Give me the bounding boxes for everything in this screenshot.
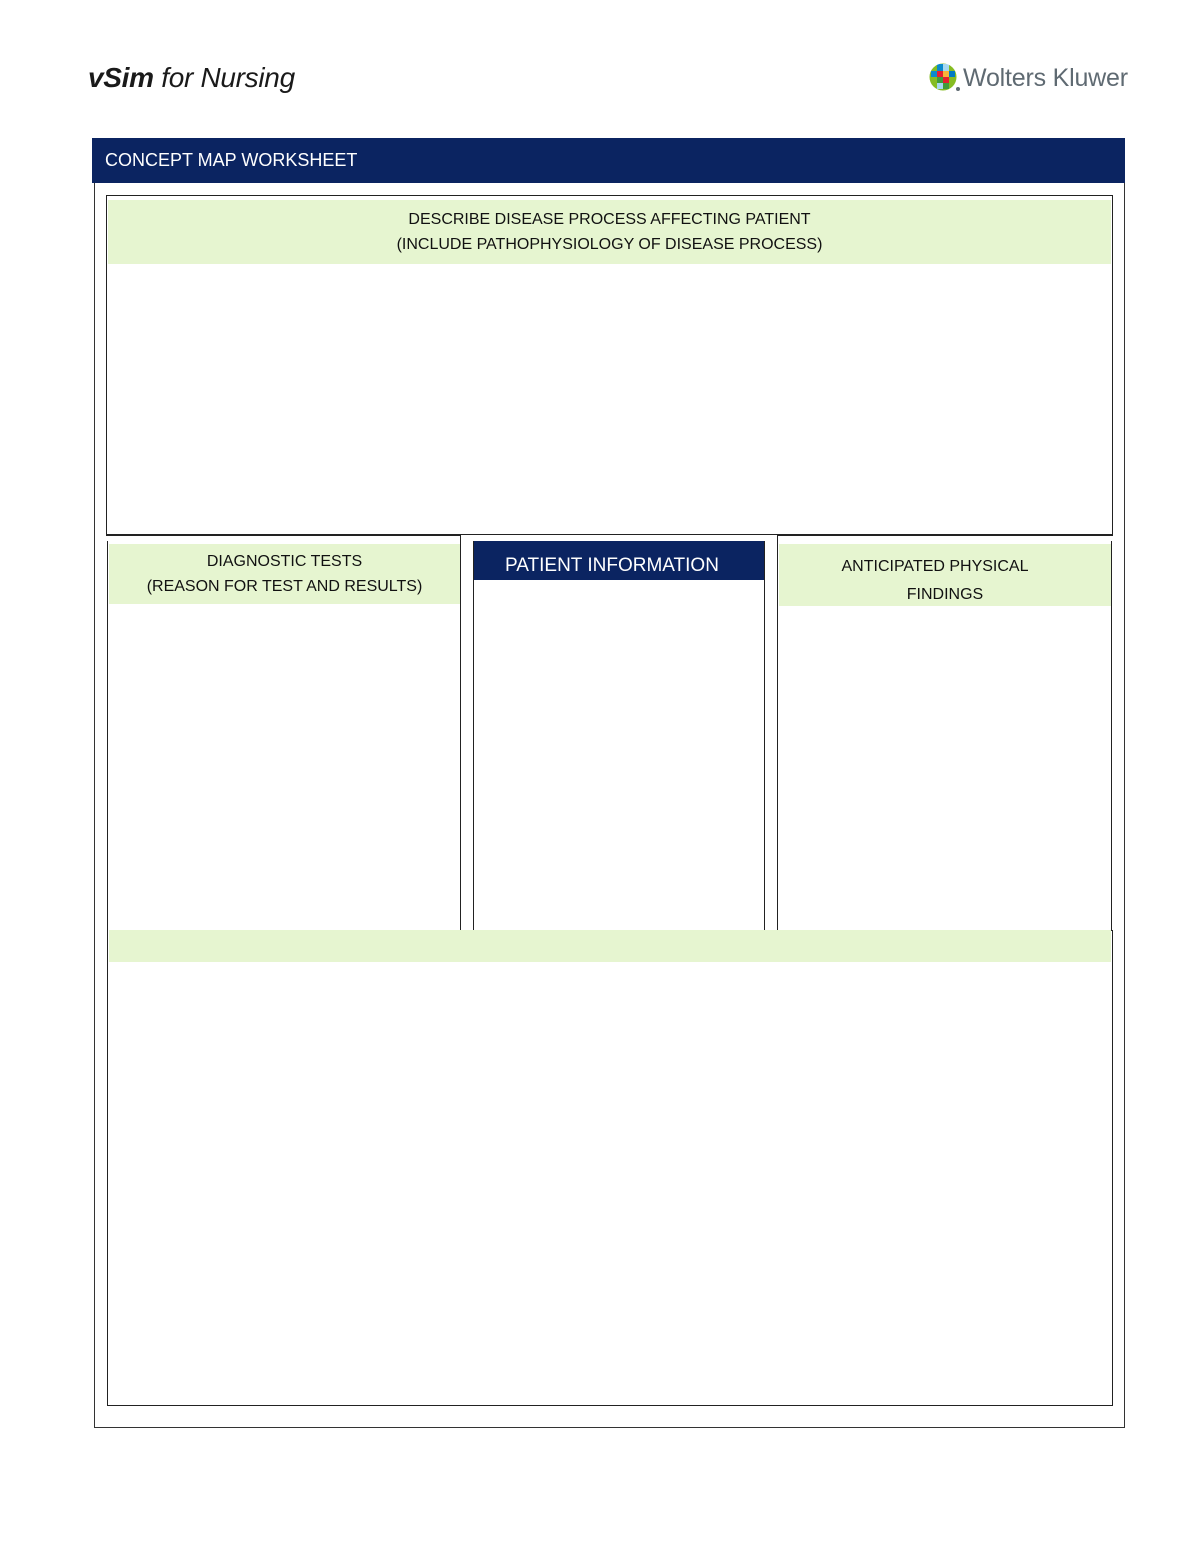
worksheet-title: CONCEPT MAP WORKSHEET — [92, 138, 1125, 183]
vsim-logo-sim: Sim — [103, 62, 154, 93]
disease-process-header — [108, 200, 1111, 264]
diagnostic-tests-area[interactable] — [109, 604, 460, 930]
diagnostic-left-border — [107, 541, 108, 931]
disease-process-section[interactable] — [106, 195, 1113, 535]
vsim-logo — [88, 62, 295, 94]
physical-findings-header — [779, 544, 1111, 606]
physical-findings-subheading: FINDINGS — [906, 586, 984, 603]
bottom-section-header — [109, 930, 1111, 962]
diagnostic-tests-header — [109, 544, 460, 604]
bottom-section[interactable] — [107, 930, 1113, 1406]
wolters-kluwer-name: Wolters Kluwer — [963, 63, 1128, 92]
patient-information-section[interactable] — [473, 541, 765, 931]
vsim-logo-v: v — [88, 62, 104, 93]
physical-findings-heading: ANTICIPATED PHYSICAL — [841, 558, 1029, 575]
diagnostic-tests-heading: DIAGNOSTIC TESTS — [206, 553, 363, 570]
physical-right-border — [1111, 541, 1112, 931]
diagnostic-tests-subheading: (REASON FOR TEST AND RESULTS) — [146, 578, 423, 595]
physical-top-border — [778, 535, 1113, 536]
physical-findings-area[interactable] — [779, 606, 1111, 930]
disease-process-heading: DESCRIBE DISEASE PROCESS AFFECTING PATIENT — [408, 211, 811, 228]
patient-information-title: PATIENT INFORMATION — [474, 541, 764, 580]
diagnostic-top-border — [106, 535, 461, 536]
wolters-kluwer-logo — [928, 60, 1128, 96]
physical-left-border — [777, 535, 778, 931]
wolters-kluwer-globe-icon — [928, 62, 960, 94]
disease-process-subheading: (INCLUDE PATHOPHYSIOLOGY OF DISEASE PROCESS) — [396, 236, 823, 253]
diagnostic-right-border — [460, 535, 461, 931]
vsim-logo-for-nursing: for Nursing — [153, 62, 295, 93]
